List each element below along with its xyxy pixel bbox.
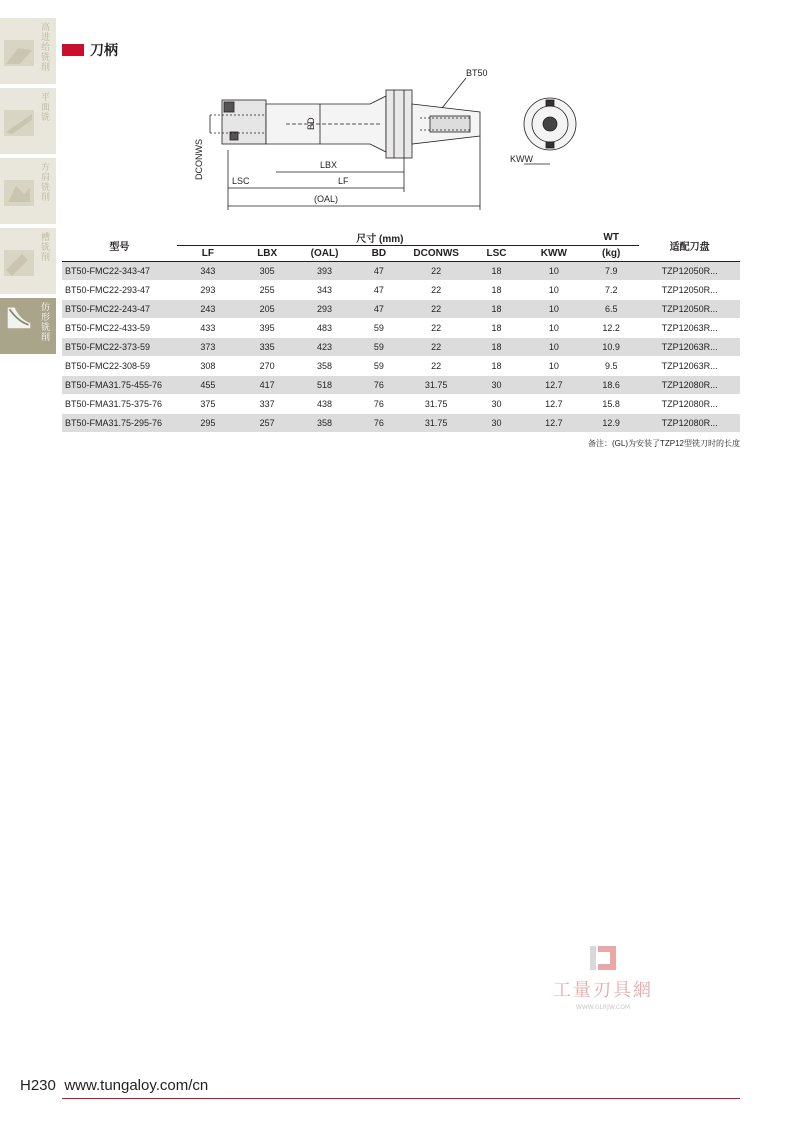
section-heading (62, 40, 118, 60)
cell-oal: 393 (295, 262, 353, 281)
cell-model: BT50-FMA31.75-295-76 (62, 414, 177, 433)
col-header-dims: 尺寸 (mm) (177, 230, 583, 246)
cell-model: BT50-FMC22-243-47 (62, 300, 177, 319)
cell-kww: 10 (525, 281, 583, 300)
col-header-wt: WT (583, 230, 639, 246)
cell-bd: 47 (354, 262, 404, 281)
cell-lf: 293 (177, 281, 239, 300)
cell-lbx: 205 (239, 300, 295, 319)
cell-lbx: 305 (239, 262, 295, 281)
tool-holder-drawing (180, 60, 600, 220)
cell-lf: 375 (177, 395, 239, 414)
cell-bd: 47 (354, 281, 404, 300)
watermark-url: WWW.GLRJW.COM (575, 1004, 631, 1011)
cell-lsc: 30 (468, 414, 524, 433)
cell-dconws: 31.75 (404, 414, 468, 433)
cell-kww: 12.7 (525, 376, 583, 395)
cell-wt: 18.6 (583, 376, 639, 395)
col-header-lf: LF (177, 246, 239, 262)
col-header-bd: BD (354, 246, 404, 262)
sidebar-item-label: 方肩铣削 (39, 162, 49, 202)
sidebar-item-profile-milling[interactable] (0, 298, 56, 354)
sidebar-item-label: 平面铣 (39, 92, 49, 122)
cell-lf: 295 (177, 414, 239, 433)
cell-lbx: 270 (239, 357, 295, 376)
table-row (62, 262, 740, 281)
col-header-wt-unit: (kg) (583, 246, 639, 262)
cell-kww: 10 (525, 262, 583, 281)
cell-cutter: TZP12050R... (639, 262, 740, 281)
dim-label-oal: (OAL) (314, 194, 339, 204)
cell-cutter: TZP12080R... (639, 395, 740, 414)
col-header-oal: (OAL) (295, 246, 353, 262)
cell-wt: 9.5 (583, 357, 639, 376)
col-header-cutter: 适配刀盘 (639, 230, 740, 262)
cell-lf: 373 (177, 338, 239, 357)
cell-oal: 358 (295, 357, 353, 376)
col-header-lbx: LBX (239, 246, 295, 262)
cell-lsc: 18 (468, 281, 524, 300)
cell-kww: 10 (525, 319, 583, 338)
dim-label-kww: KWW (510, 154, 533, 164)
cell-dconws: 31.75 (404, 395, 468, 414)
sidebar-item-label: 仿形铣削 (39, 302, 49, 342)
cell-lsc: 18 (468, 262, 524, 281)
cell-model: BT50-FMC22-343-47 (62, 262, 177, 281)
cell-dconws: 22 (404, 281, 468, 300)
cell-cutter: TZP12063R... (639, 338, 740, 357)
cell-lbx: 257 (239, 414, 295, 433)
cell-dconws: 22 (404, 338, 468, 357)
cell-oal: 423 (295, 338, 353, 357)
col-header-kww: KWW (525, 246, 583, 262)
cell-wt: 12.2 (583, 319, 639, 338)
cell-bd: 76 (354, 376, 404, 395)
cell-wt: 12.9 (583, 414, 639, 433)
cell-lf: 343 (177, 262, 239, 281)
watermark-text: 工量刃具網 (553, 980, 653, 1001)
cell-bd: 59 (354, 338, 404, 357)
table-row (62, 414, 740, 433)
footer-link[interactable]: www.tungaloy.com/cn (64, 1077, 209, 1094)
dim-label-bd: BD (306, 117, 316, 130)
table-row (62, 357, 740, 376)
holder-flange (386, 90, 412, 158)
dim-label-lf: LF (338, 176, 349, 186)
cell-model: BT50-FMC22-293-47 (62, 281, 177, 300)
table-row (62, 300, 740, 319)
sidebar-item-label: 高进给铣削 (39, 22, 49, 72)
dim-label-dconws: DCONWS (194, 139, 204, 180)
cell-bd: 59 (354, 319, 404, 338)
cell-model: BT50-FMC22-308-59 (62, 357, 177, 376)
footer-divider (62, 1098, 740, 1099)
dim-label-lbx: LBX (320, 160, 338, 170)
cell-cutter: TZP12080R... (639, 414, 740, 433)
cell-oal: 358 (295, 414, 353, 433)
cell-model: BT50-FMC22-433-59 (62, 319, 177, 338)
cell-lsc: 30 (468, 395, 524, 414)
cell-wt: 7.2 (583, 281, 639, 300)
cell-dconws: 31.75 (404, 376, 468, 395)
cell-cutter: TZP12080R... (639, 376, 740, 395)
cell-wt: 10.9 (583, 338, 639, 357)
cell-dconws: 22 (404, 319, 468, 338)
cell-dconws: 22 (404, 262, 468, 281)
cell-kww: 10 (525, 357, 583, 376)
cell-lf: 308 (177, 357, 239, 376)
cell-kww: 12.7 (525, 395, 583, 414)
cell-lsc: 18 (468, 319, 524, 338)
sidebar-item-label: 槽铣削 (39, 232, 49, 262)
section-title: 刀柄 (90, 43, 118, 59)
cell-lbx: 395 (239, 319, 295, 338)
cell-lbx: 335 (239, 338, 295, 357)
cell-oal: 483 (295, 319, 353, 338)
sidebar-item-high-feed[interactable] (0, 18, 56, 84)
cell-oal: 343 (295, 281, 353, 300)
sidebar-item-face-milling[interactable] (0, 88, 56, 154)
cell-lsc: 30 (468, 376, 524, 395)
col-header-dconws: DCONWS (404, 246, 468, 262)
cell-kww: 12.7 (525, 414, 583, 433)
cell-wt: 7.9 (583, 262, 639, 281)
table-row (62, 395, 740, 414)
cell-lf: 243 (177, 300, 239, 319)
table-row (62, 338, 740, 357)
face-milling-icon (4, 110, 34, 136)
cell-model: BT50-FMA31.75-455-76 (62, 376, 177, 395)
dim-label-lsc: LSC (232, 176, 250, 186)
cell-lsc: 18 (468, 338, 524, 357)
slot-milling-icon (4, 250, 34, 276)
col-header-model: 型号 (62, 230, 177, 262)
cell-lbx: 337 (239, 395, 295, 414)
cell-bd: 76 (354, 395, 404, 414)
cell-kww: 10 (525, 338, 583, 357)
watermark (538, 944, 668, 1011)
cell-model: BT50-FMA31.75-375-76 (62, 395, 177, 414)
table-row (62, 376, 740, 395)
high-feed-milling-icon (4, 40, 34, 66)
cell-oal: 293 (295, 300, 353, 319)
col-header-lsc: LSC (468, 246, 524, 262)
spec-table (62, 230, 740, 433)
cell-lbx: 255 (239, 281, 295, 300)
cell-dconws: 22 (404, 357, 468, 376)
cell-lf: 433 (177, 319, 239, 338)
watermark-logo-icon (588, 944, 618, 972)
cell-kww: 10 (525, 300, 583, 319)
table-row (62, 319, 740, 338)
cell-lsc: 18 (468, 300, 524, 319)
cell-cutter: TZP12063R... (639, 357, 740, 376)
page-number: H230 (20, 1077, 56, 1094)
page-footer (20, 1077, 208, 1095)
table-footnote: 备注：(GL)为安装了TZP12型铣刀时的长度 (587, 439, 740, 448)
cell-cutter: TZP12063R... (639, 319, 740, 338)
cell-wt: 15.8 (583, 395, 639, 414)
cell-model: BT50-FMC22-373-59 (62, 338, 177, 357)
section-marker (62, 44, 84, 56)
cell-lbx: 417 (239, 376, 295, 395)
cell-cutter: TZP12050R... (639, 281, 740, 300)
cell-bd: 76 (354, 414, 404, 433)
cell-oal: 438 (295, 395, 353, 414)
table-row (62, 281, 740, 300)
cell-dconws: 22 (404, 300, 468, 319)
cell-bd: 59 (354, 357, 404, 376)
cell-cutter: TZP12050R... (639, 300, 740, 319)
cell-wt: 6.5 (583, 300, 639, 319)
cell-bd: 47 (354, 300, 404, 319)
dim-label-bt50: BT50 (466, 68, 488, 78)
cell-lsc: 18 (468, 357, 524, 376)
shoulder-milling-icon (4, 180, 34, 206)
profile-milling-icon (4, 304, 34, 330)
sidebar-item-shoulder-milling[interactable] (0, 158, 56, 224)
sidebar-item-slot-milling[interactable] (0, 228, 56, 294)
cell-lf: 455 (177, 376, 239, 395)
cell-oal: 518 (295, 376, 353, 395)
